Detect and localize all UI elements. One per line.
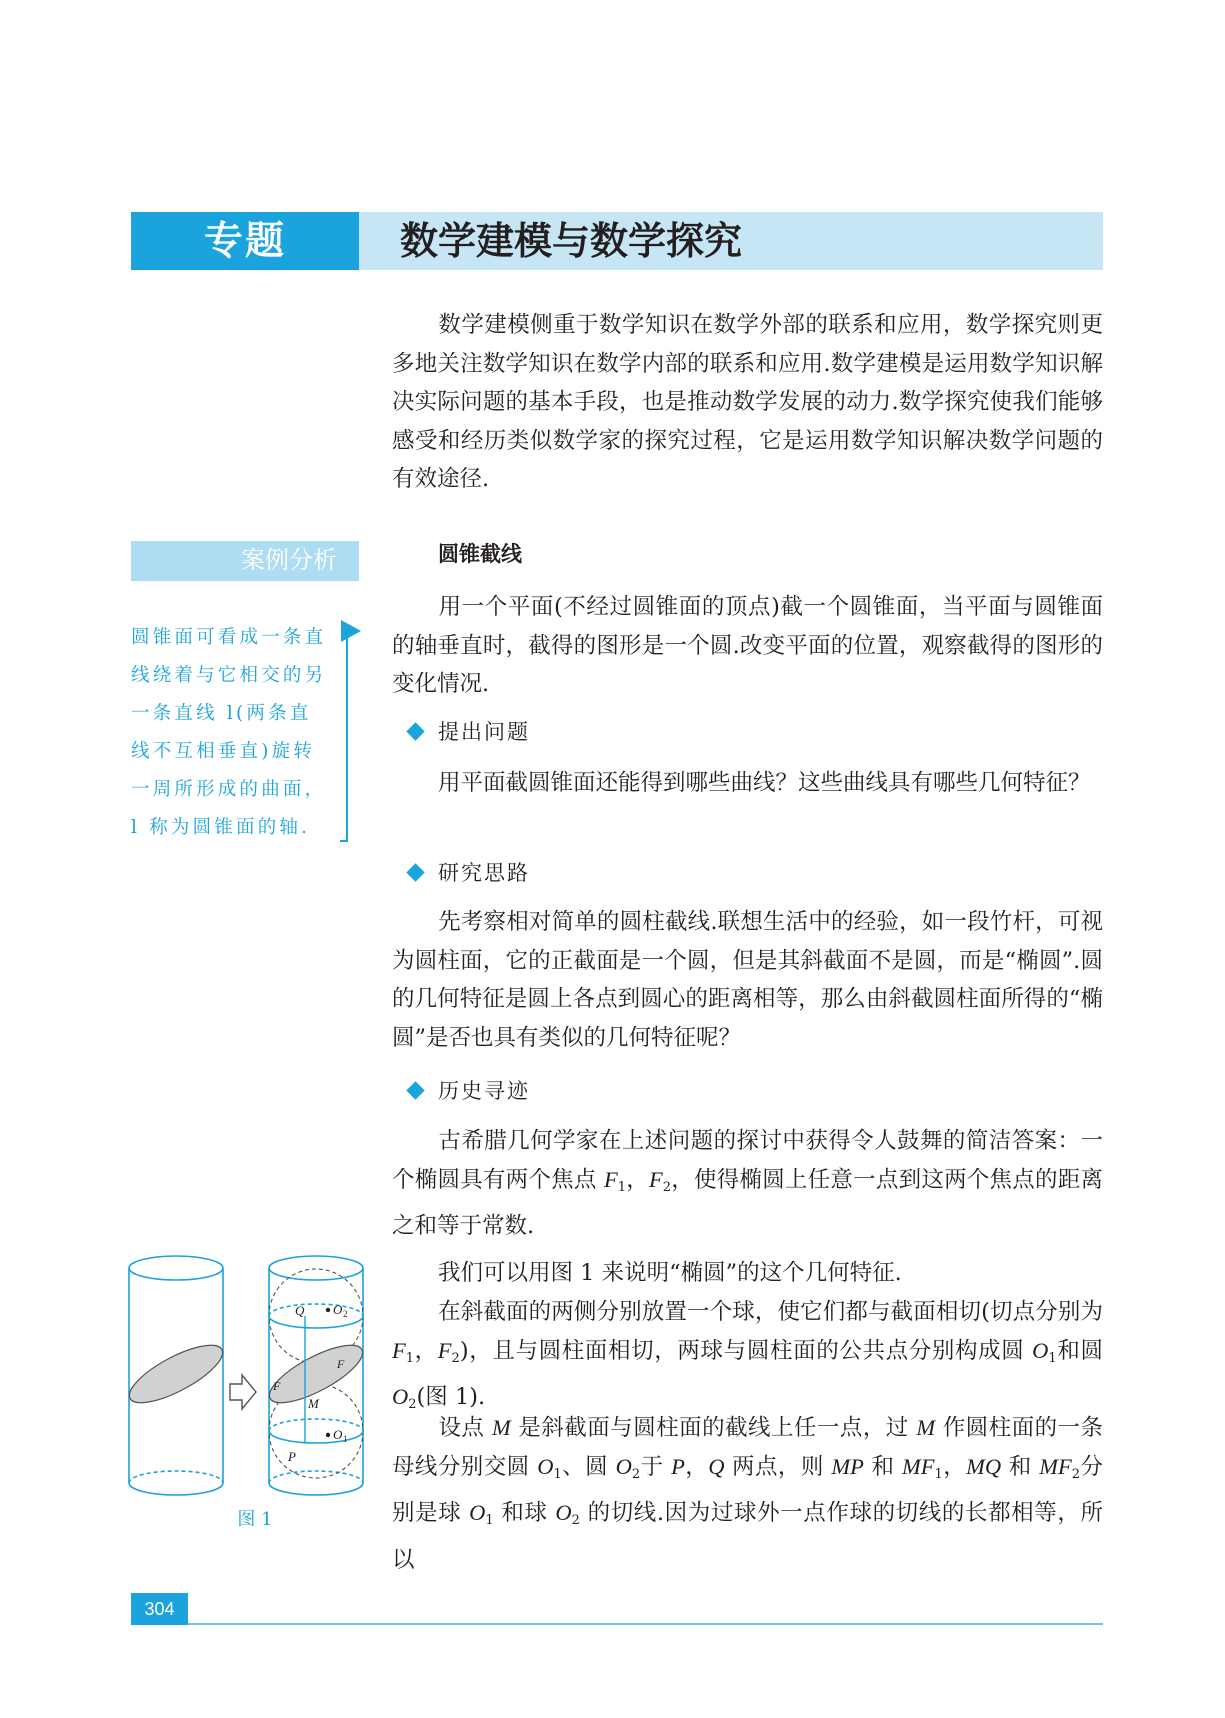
diamond-icon [406,722,424,740]
step-1-label: 提出问题 [438,720,530,744]
comma: ， [942,1453,967,1480]
label-O1: O [333,1427,343,1442]
sub-2: 2 [662,1179,672,1195]
p7-text: 的切线.因为过球外一点作球的切线的长都相等，所以 [392,1500,1103,1573]
var-MF: MF [901,1453,935,1479]
var-M: M [916,1415,936,1440]
intro-paragraph [392,306,1103,499]
p6-text-a: 在斜截面的两侧分别放置一个球，使它们都与截面相切(切点分别为 [438,1299,1103,1325]
page-title: 数学建模与数学探究 [400,218,743,263]
p7-text: 和 [863,1453,902,1480]
p7-text: 和 [1001,1453,1040,1480]
paragraph-3 [392,903,1103,1057]
p7-text: 分别是球 [392,1453,1103,1526]
var-O: O [537,1453,554,1479]
var-Q: Q [708,1453,725,1479]
section-title: 圆锥截线 [438,543,522,566]
step-heading-1 [438,717,530,747]
arrow-icon [230,1375,256,1409]
var-MF: MF [1039,1453,1072,1479]
paragraph-5-text: 我们可以用图 1 来说明“椭圆”的这个几何特征. [438,1260,902,1286]
p6-text-b: )，且与圆柱面相切，两球与圆柱面的公共点分别构成圆 [459,1337,1033,1364]
paragraph-5 [392,1254,1103,1293]
var-F: F [437,1337,452,1363]
p7-text: 作圆柱面的一条母线分别交圆 [392,1415,1103,1480]
side-note: 圆锥面可看成一条直线绕着与它相交的另一条直线 l(两条直线不互相垂直)旋转一周所形成的曲面，l 称为圆锥面的轴. [131,627,327,838]
figure-caption: 图 1 [237,1509,273,1530]
step-heading-2 [438,858,530,888]
p7-text: 于 [640,1453,672,1480]
figure-1-diagram [115,1248,375,1508]
paragraph-1 [392,588,1103,704]
topic-tag: 专题 [131,212,359,270]
sub-1: 1 [553,1466,562,1482]
var-MP: MP [831,1453,864,1479]
paragraph-2-text: 用平面截圆锥面还能得到哪些曲线？这些曲线具有哪些几何特征？ [438,770,1091,796]
var-O: O [1032,1337,1049,1363]
paragraph-7 [392,1409,1103,1579]
point-O1 [326,1433,330,1437]
comma: ， [626,1166,649,1193]
step-2-label: 研究思路 [438,861,530,885]
paragraph-4 [392,1122,1103,1246]
sub-2: 2 [451,1350,460,1366]
sub-2: 2 [631,1466,641,1482]
oblique-section [122,1335,230,1414]
var-O: O [615,1453,632,1479]
intro-text: 数学建模侧重于数学知识在数学外部的联系和应用，数学探究则更多地关注数学知识在数学内部的联系和应用.数学建模是运用数学知识解决实际问题的基本手段，也是推动数学发展的动力.数学探究使我们能够感受和经历类似数学家的探究过程，它是运用数学知识解决数学问题的有效途径. [392,312,1103,492]
side-note-arrow-icon [341,620,361,642]
case-analysis-label: 案例分析 [131,541,359,581]
var-O: O [392,1384,409,1409]
var-P: P [671,1453,685,1479]
label-F1: F [337,1357,345,1371]
sub-2: 2 [408,1397,417,1412]
diamond-icon [406,863,424,881]
paragraph-6 [392,1293,1103,1425]
step-heading-3 [438,1076,530,1106]
paragraph-3-text: 先考察相对简单的圆柱截线.联想生活中的经验，如一段竹杆，可视为圆柱面，它的正截面是一个圆，但是其斜截面不是圆，而是“椭圆”.圆的几何特征是圆上各点到圆心的距离相等，那么由斜截圆柱面所得的“椭圆”是否也具有类似的几何特征呢？ [392,909,1103,1051]
sub-1: 1 [1048,1350,1057,1366]
sub-1: 1 [405,1350,415,1366]
p7-text: 是斜截面与圆柱面的截线上任一点，过 [510,1415,917,1441]
step-3-label: 历史寻迹 [438,1079,530,1103]
paragraph-2 [392,764,1103,803]
p7-text: 两点，则 [724,1453,832,1480]
footer-rule [188,1623,1103,1625]
p6-text-c: 和圆 [1056,1337,1103,1364]
sub-2: 2 [571,1513,580,1528]
var-F: F [649,1166,663,1192]
comma: ， [684,1453,709,1480]
label-O2-sub: 2 [343,1309,348,1319]
sub-1: 1 [485,1513,494,1528]
p4-text-a: 古希腊几何学家在上述问题的探讨中获得令人鼓舞的简洁答案：一个椭圆具有两个焦点 [392,1128,1103,1193]
diamond-icon [406,1081,424,1099]
p6-text-d: (图 1). [416,1384,486,1410]
p7-text: 和球 [493,1500,556,1526]
label-F: F [273,1379,281,1393]
label-O1-sub: 1 [343,1434,348,1444]
var-MQ: MQ [966,1453,1002,1479]
sub-1: 1 [934,1466,943,1482]
var-F: F [392,1337,406,1363]
paragraph-1-text: 用一个平面(不经过圆锥面的顶点)截一个圆锥面，当平面与圆锥面的轴垂直时，截得的图形是一个圆.改变平面的位置，观察截得的图形的变化情况. [392,594,1103,697]
side-note-bracket [340,630,348,842]
label-Q: Q [295,1303,305,1318]
label-O2: O [333,1302,343,1317]
p4-text-b: ，使得椭圆上任意一点到这两个焦点的距离之和等于常数. [392,1166,1103,1239]
point-O2 [326,1308,330,1312]
label-M: M [308,1396,319,1411]
sub-2: 2 [1071,1466,1081,1482]
var-O: O [469,1500,486,1525]
page-number: 304 [131,1593,188,1625]
var-O: O [555,1500,572,1525]
p7-text: 设点 [438,1415,493,1441]
label-P: P [288,1449,296,1464]
p7-text: 、圆 [561,1453,616,1480]
var-M: M [492,1415,511,1440]
comma: ， [414,1337,438,1364]
sub-1: 1 [617,1179,627,1195]
var-F: F [604,1166,618,1192]
